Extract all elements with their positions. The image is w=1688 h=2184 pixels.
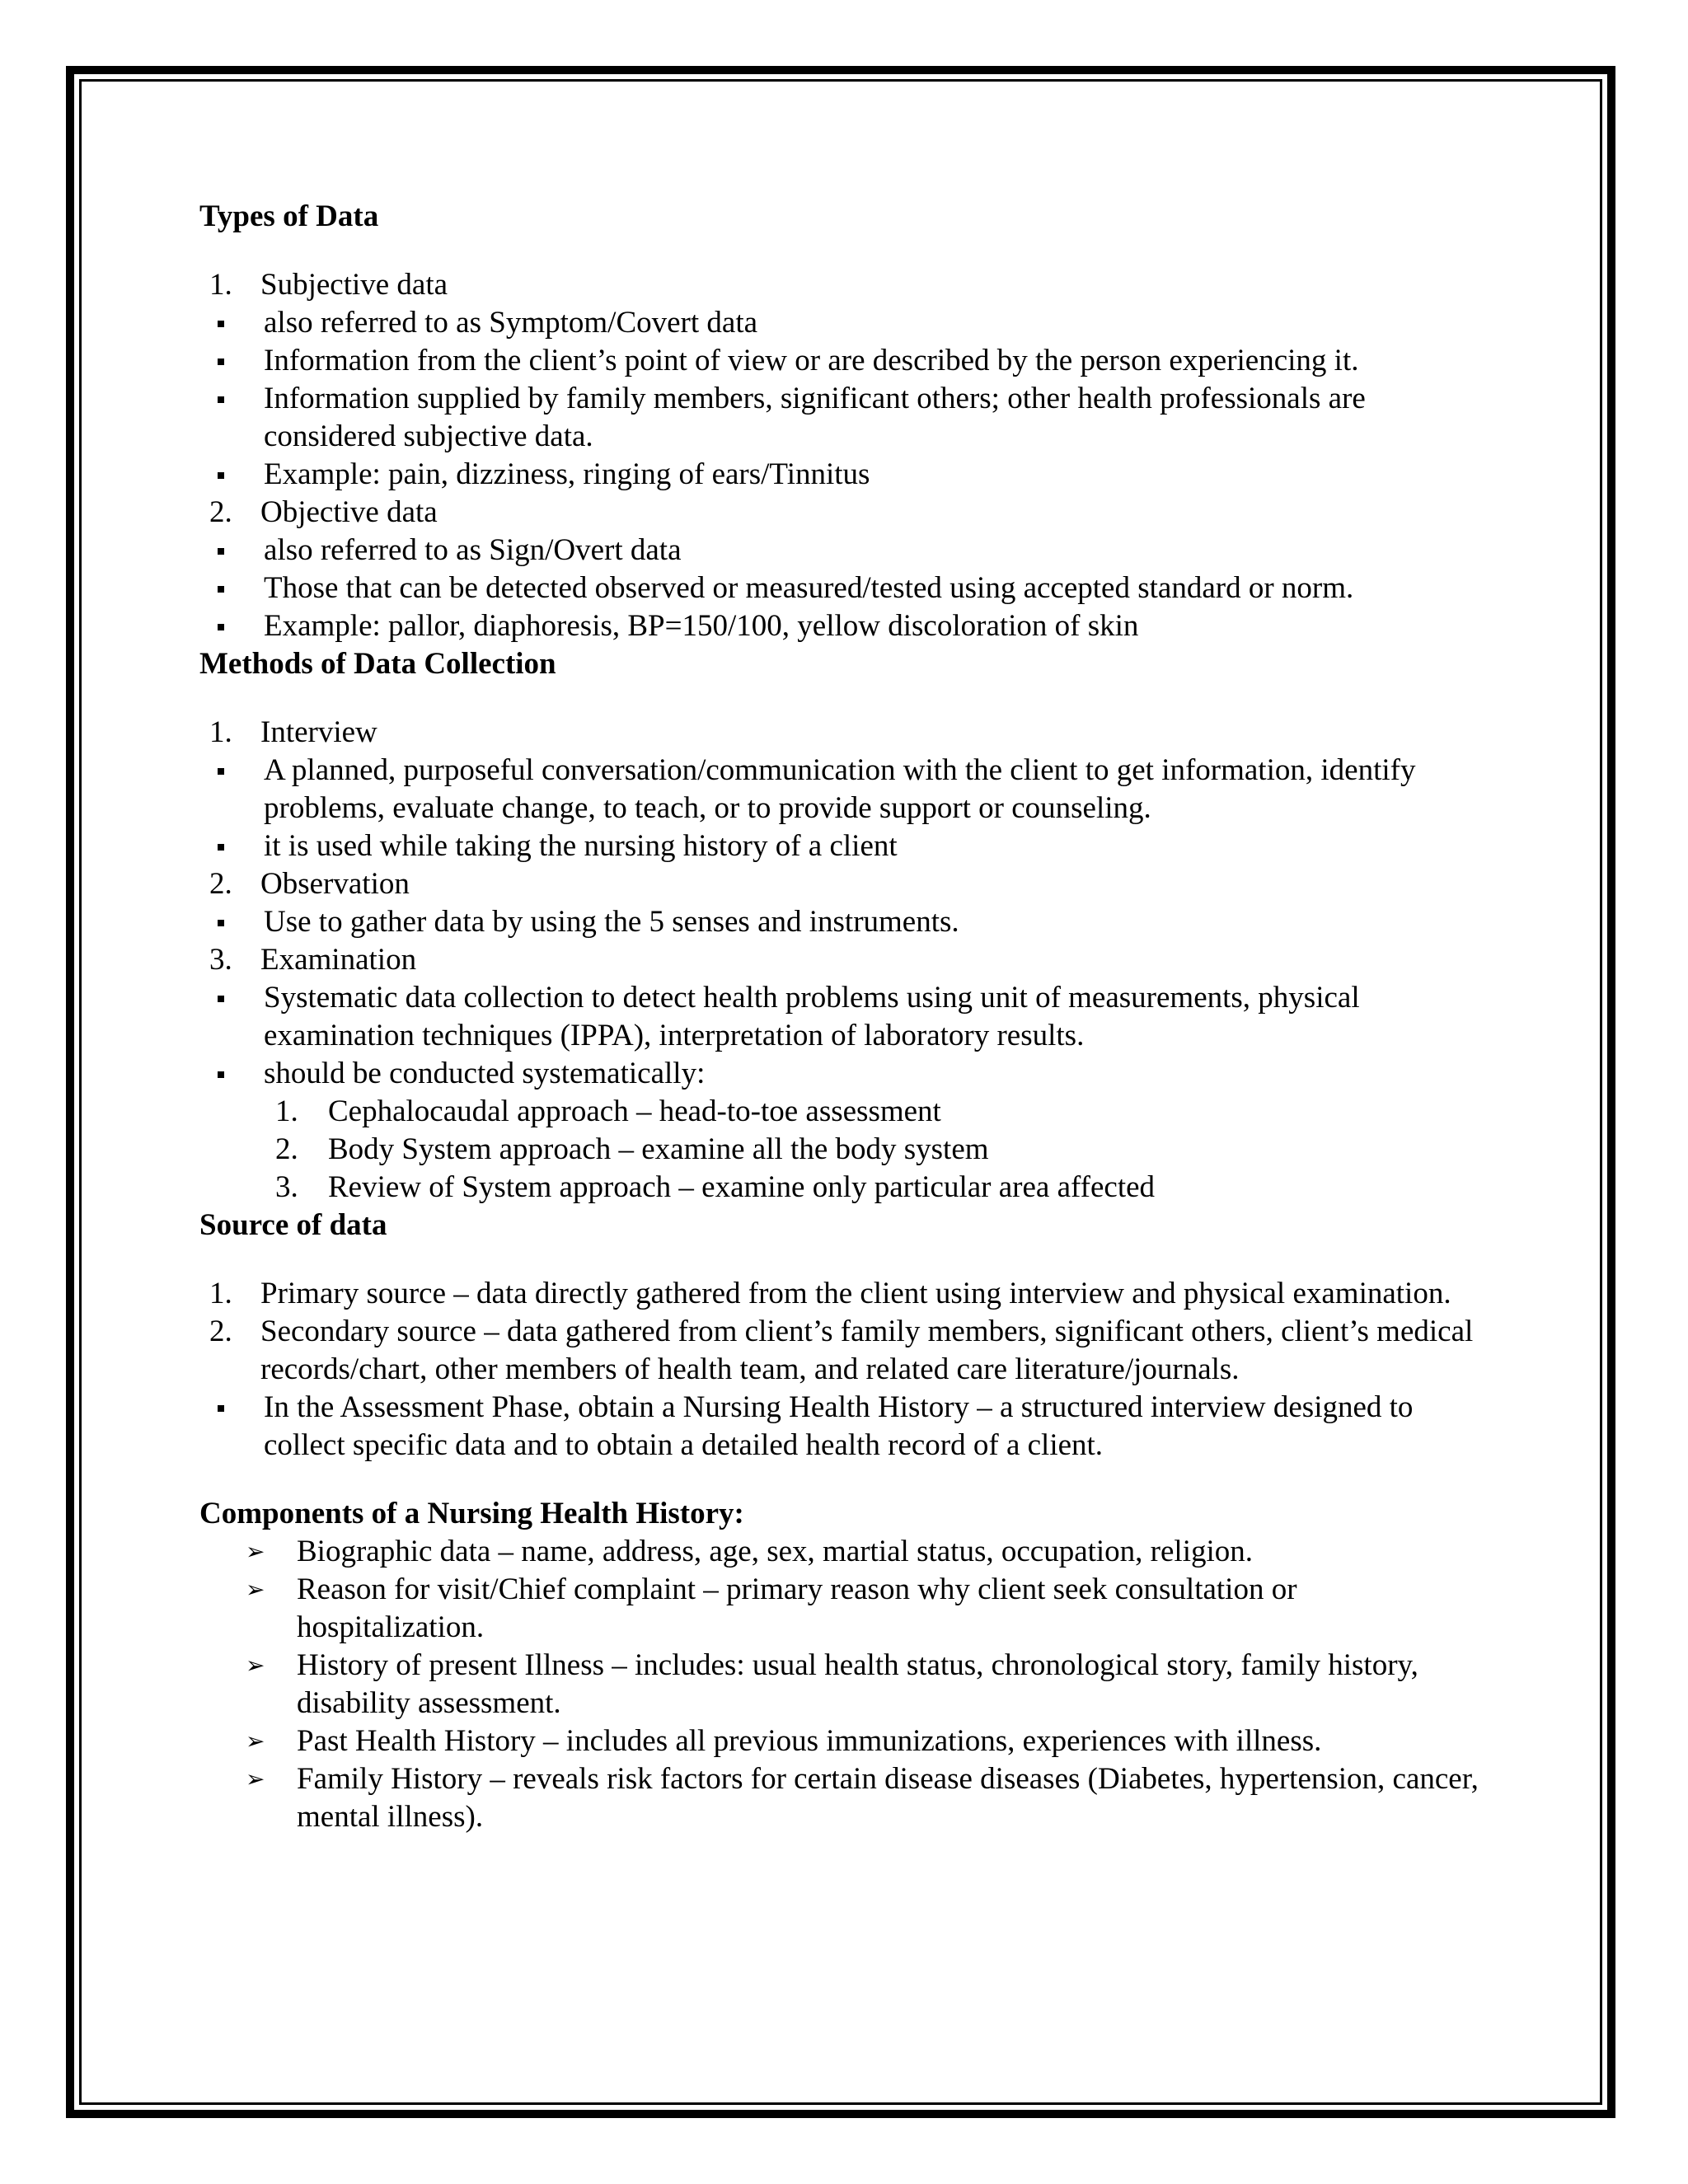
heading-types-of-data: Types of Data (199, 199, 379, 233)
square-bullet-icon (218, 920, 224, 926)
list-item: ➢ Reason for visit/Chief complaint – primary reason why client seek consultation or hospitalization. (246, 1572, 1297, 1644)
list-item (199, 1313, 1485, 1389)
item-label: Interview (260, 715, 377, 749)
list-item: 1. Cephalocaudal approach – head-to-toe assessment (275, 1094, 941, 1128)
item-number: 3. (209, 943, 232, 977)
examination-approaches-list (264, 1093, 1485, 1207)
list-item (199, 714, 1485, 752)
item-number: 2. (209, 495, 232, 529)
arrow-bullet-icon: ➢ (246, 1652, 265, 1679)
list-item: A planned, purposeful conversation/communication with the client to get information, identify problems, evaluate change, to teach, or to provide support or counseling. (199, 752, 1485, 827)
square-bullet-icon (218, 548, 224, 555)
list-item: Systematic data collection to detect health problems using unit of measurements, physical examination techniques (IPPA), interpretation of laboratory results. (199, 979, 1485, 1055)
arrow-bullet-icon: ➢ (246, 1765, 265, 1793)
bullet-group (199, 1389, 1485, 1465)
list-item: Example: pain, dizziness, ringing of ears/Tinnitus (199, 456, 1485, 494)
square-bullet-icon (218, 844, 224, 851)
list-item: also referred to as Sign/Overt data (199, 532, 1485, 569)
arrow-bullet-icon: ➢ (246, 1538, 265, 1565)
square-bullet-icon (218, 396, 224, 403)
square-bullet-icon (218, 1405, 224, 1412)
list-item: ➢ Past Health History – includes all previous immunizations, experiences with illness. (199, 1722, 1485, 1760)
bullet-group (199, 532, 1485, 645)
square-bullet-icon (218, 624, 224, 630)
item-label: Observation (260, 867, 410, 901)
source-list (199, 1275, 1485, 1465)
list-item: Information supplied by family members, significant others; other health professionals are considered subjective data. (199, 380, 1485, 456)
list-item: Those that can be detected observed or measured/tested using accepted standard or norm. (199, 569, 1485, 607)
heading-source-of-data: Source of data (199, 1208, 387, 1242)
types-list (199, 266, 1485, 645)
bullet-group (199, 304, 1485, 494)
square-bullet-icon (218, 586, 224, 593)
list-item: 2. Body System approach – examine all the body system (275, 1132, 989, 1166)
list-item: ➢ History of present Illness – includes: usual health status, chronological story, family history, disability assessment. (246, 1648, 1418, 1720)
methods-list (199, 714, 1485, 1207)
list-item: ➢ Biographic data – name, address, age, sex, martial status, occupation, religion. (199, 1533, 1485, 1571)
item-number: 2. (209, 867, 232, 901)
list-item: Use to gather data by using the 5 senses and instruments. (199, 903, 1485, 941)
list-item: should be conducted systematically: 1. Cephalocaudal approach – head-to-toe assessment 2. Body System approach – examine all the body system 3. Review of System approach – examine only particular area affected (199, 1055, 1485, 1207)
square-bullet-icon (218, 768, 224, 775)
list-item (199, 865, 1485, 903)
item-number: 1. (209, 268, 232, 302)
item-label: Secondary source – data gathered from client’s family members, significant others, client’s medical records/chart, other members of health team, and related care literature/journals. (260, 1315, 1474, 1386)
heading-methods-of-data-collection: Methods of Data Collection (199, 647, 556, 681)
bullet-group (199, 903, 1485, 941)
square-bullet-icon (218, 996, 224, 1002)
item-label: Subjective data (260, 268, 448, 302)
arrow-bullet-icon: ➢ (246, 1727, 265, 1755)
list-item (199, 1275, 1485, 1313)
list-item: In the Assessment Phase, obtain a Nursing Health History – a structured interview designed to collect specific data and to obtain a detailed health record of a client. (199, 1389, 1485, 1465)
square-bullet-icon (218, 321, 224, 327)
list-item: Example: pallor, diaphoresis, BP=150/100, yellow discoloration of skin (199, 607, 1485, 645)
square-bullet-icon (218, 472, 224, 479)
bullet-group (199, 752, 1485, 865)
item-label: Objective data (260, 495, 438, 529)
item-label: Examination (260, 943, 417, 977)
item-label: Primary source – data directly gathered from the client using interview and physical examination. (260, 1277, 1451, 1310)
list-item (199, 494, 1485, 532)
item-number: 1. (209, 1277, 232, 1310)
list-item: Information from the client’s point of view or are described by the person experiencing it. (199, 342, 1485, 380)
arrow-bullet-icon: ➢ (246, 1576, 265, 1603)
square-bullet-icon (218, 359, 224, 365)
document-content (199, 198, 1485, 1836)
components-list (199, 1533, 1485, 1836)
heading-components-nursing-health-history: Components of a Nursing Health History: (199, 1497, 744, 1530)
list-item (199, 941, 1485, 979)
list-item (199, 266, 1485, 304)
item-number: 2. (209, 1315, 232, 1348)
bullet-group (199, 979, 1485, 1207)
square-bullet-icon (218, 1071, 224, 1078)
list-item: 3. Review of System approach – examine only particular area affected (275, 1170, 1156, 1204)
list-item: also referred to as Symptom/Covert data (199, 304, 1485, 342)
list-item: ➢ Family History – reveals risk factors for certain disease diseases (Diabetes, hypertension, cancer, mental illness). (246, 1762, 1479, 1834)
list-item: it is used while taking the nursing history of a client (199, 827, 1485, 865)
item-number: 1. (209, 715, 232, 749)
